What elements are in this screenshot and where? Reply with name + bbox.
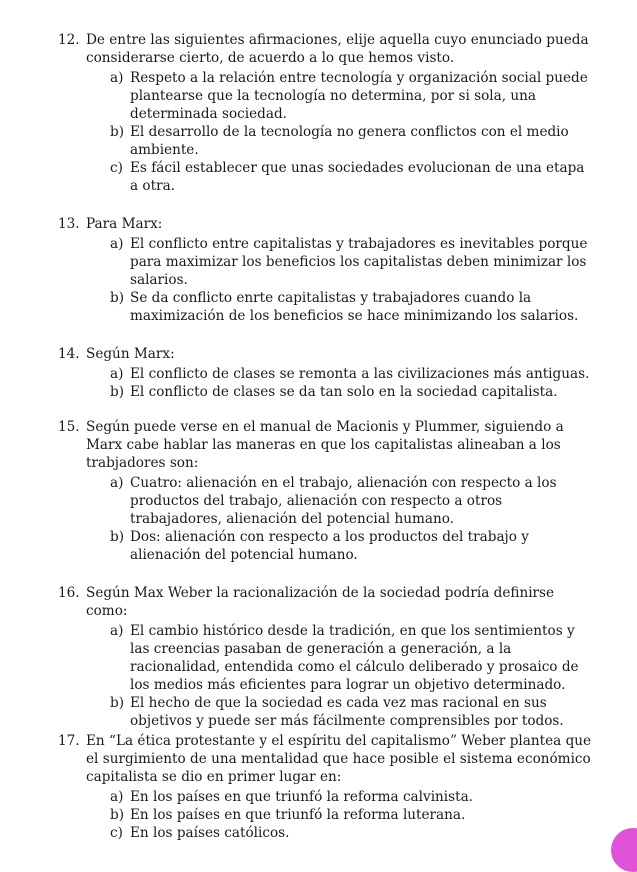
question-number: 17.	[58, 733, 80, 749]
option-text: El conflicto de clases se remonta a las civilizaciones más antiguas.	[130, 366, 590, 382]
option-b	[110, 694, 593, 730]
option-text: Respeto a la relación entre tecnología y organización social puede plantearse que la tecnología no determina, por si sola, una determinada sociedad.	[130, 70, 588, 122]
question-14	[58, 345, 593, 401]
option-label: c)	[110, 160, 123, 176]
option-a	[110, 235, 593, 289]
question-number: 14.	[58, 346, 80, 362]
option-label: b)	[110, 695, 125, 711]
option-text: El conflicto entre capitalistas y trabajadores es inevitables porque para maximizar los beneficios los capitalistas deben minimizar los salarios.	[130, 236, 588, 288]
question-number: 12.	[58, 32, 80, 48]
question-stem	[58, 732, 593, 786]
question-text: En “La ética protestante y el espíritu del capitalismo” Weber plantea que el surgimiento de una mentalidad que hace posible el sistema económico capitalista se dio en primer lugar en:	[86, 733, 592, 785]
option-label: b)	[110, 807, 125, 823]
option-c	[110, 159, 593, 195]
question-stem	[58, 418, 593, 472]
option-b	[110, 289, 593, 325]
option-a	[110, 69, 593, 123]
option-label: b)	[110, 290, 125, 306]
option-c	[110, 824, 593, 842]
option-a	[110, 622, 593, 694]
option-label: a)	[110, 789, 124, 805]
option-text: En los países católicos.	[130, 825, 290, 841]
question-text: Según Marx:	[86, 346, 175, 362]
option-a	[110, 365, 593, 383]
option-label: b)	[110, 384, 125, 400]
option-text: El desarrollo de la tecnología no genera conflictos con el medio ambiente.	[130, 124, 569, 158]
option-label: b)	[110, 124, 125, 140]
question-stem	[58, 31, 593, 67]
option-label: a)	[110, 623, 124, 639]
question-17	[58, 732, 593, 842]
option-a	[110, 474, 593, 528]
option-b	[110, 123, 593, 159]
question-text: De entre las siguientes afirmaciones, elije aquella cuyo enunciado pueda considerarse cierto, de acuerdo a lo que hemos visto.	[86, 32, 589, 66]
question-stem	[58, 345, 593, 363]
question-12	[58, 31, 593, 195]
option-label: a)	[110, 475, 124, 491]
question-stem	[58, 584, 593, 620]
question-number: 16.	[58, 585, 80, 601]
option-text: En los países en que triunfó la reforma luterana.	[130, 807, 466, 823]
option-b	[110, 383, 593, 401]
question-16	[58, 584, 593, 730]
option-label: a)	[110, 236, 124, 252]
question-13	[58, 215, 593, 325]
option-label: c)	[110, 825, 123, 841]
option-text: Se da conflicto enrte capitalistas y trabajadores cuando la maximización de los beneficios se hace minimizando los salarios.	[130, 290, 579, 324]
question-text: Para Marx:	[86, 216, 163, 232]
question-stem	[58, 215, 593, 233]
option-label: a)	[110, 70, 124, 86]
question-text: Según Max Weber la racionalización de la sociedad podría definirse como:	[86, 585, 555, 619]
option-text: El cambio histórico desde la tradición, en que los sentimientos y las creencias pasaban de generación a generación, a la racionalidad, entendida como el cálculo deliberado y prosaico de los medios más eficientes para lograr un objetivo determinado.	[130, 623, 579, 693]
question-number: 13.	[58, 216, 80, 232]
option-text: El conflicto de clases se da tan solo en la sociedad capitalista.	[130, 384, 558, 400]
option-text: Es fácil establecer que unas sociedades evolucionan de una etapa a otra.	[130, 160, 585, 194]
option-b	[110, 528, 593, 564]
option-label: b)	[110, 529, 125, 545]
corner-decoration	[611, 828, 637, 872]
option-label: a)	[110, 366, 124, 382]
option-text: Cuatro: alienación en el trabajo, alienación con respecto a los productos del trabajo, alienación con respecto a otros trabajadores, alienación del potencial humano.	[130, 475, 557, 527]
option-text: Dos: alienación con respecto a los productos del trabajo y alienación del potencial humano.	[130, 529, 529, 563]
option-text: El hecho de que la sociedad es cada vez mas racional en sus objetivos y puede ser más fácilmente comprensibles por todos.	[130, 695, 564, 729]
option-a	[110, 788, 593, 806]
option-text: En los países en que triunfó la reforma calvinista.	[130, 789, 474, 805]
question-text: Según puede verse en el manual de Macionis y Plummer, siguiendo a Marx cabe hablar las maneras en que los capitalistas alineaban a los trabjadores son:	[86, 419, 564, 471]
option-b	[110, 806, 593, 824]
question-15	[58, 418, 593, 564]
question-number: 15.	[58, 419, 80, 435]
